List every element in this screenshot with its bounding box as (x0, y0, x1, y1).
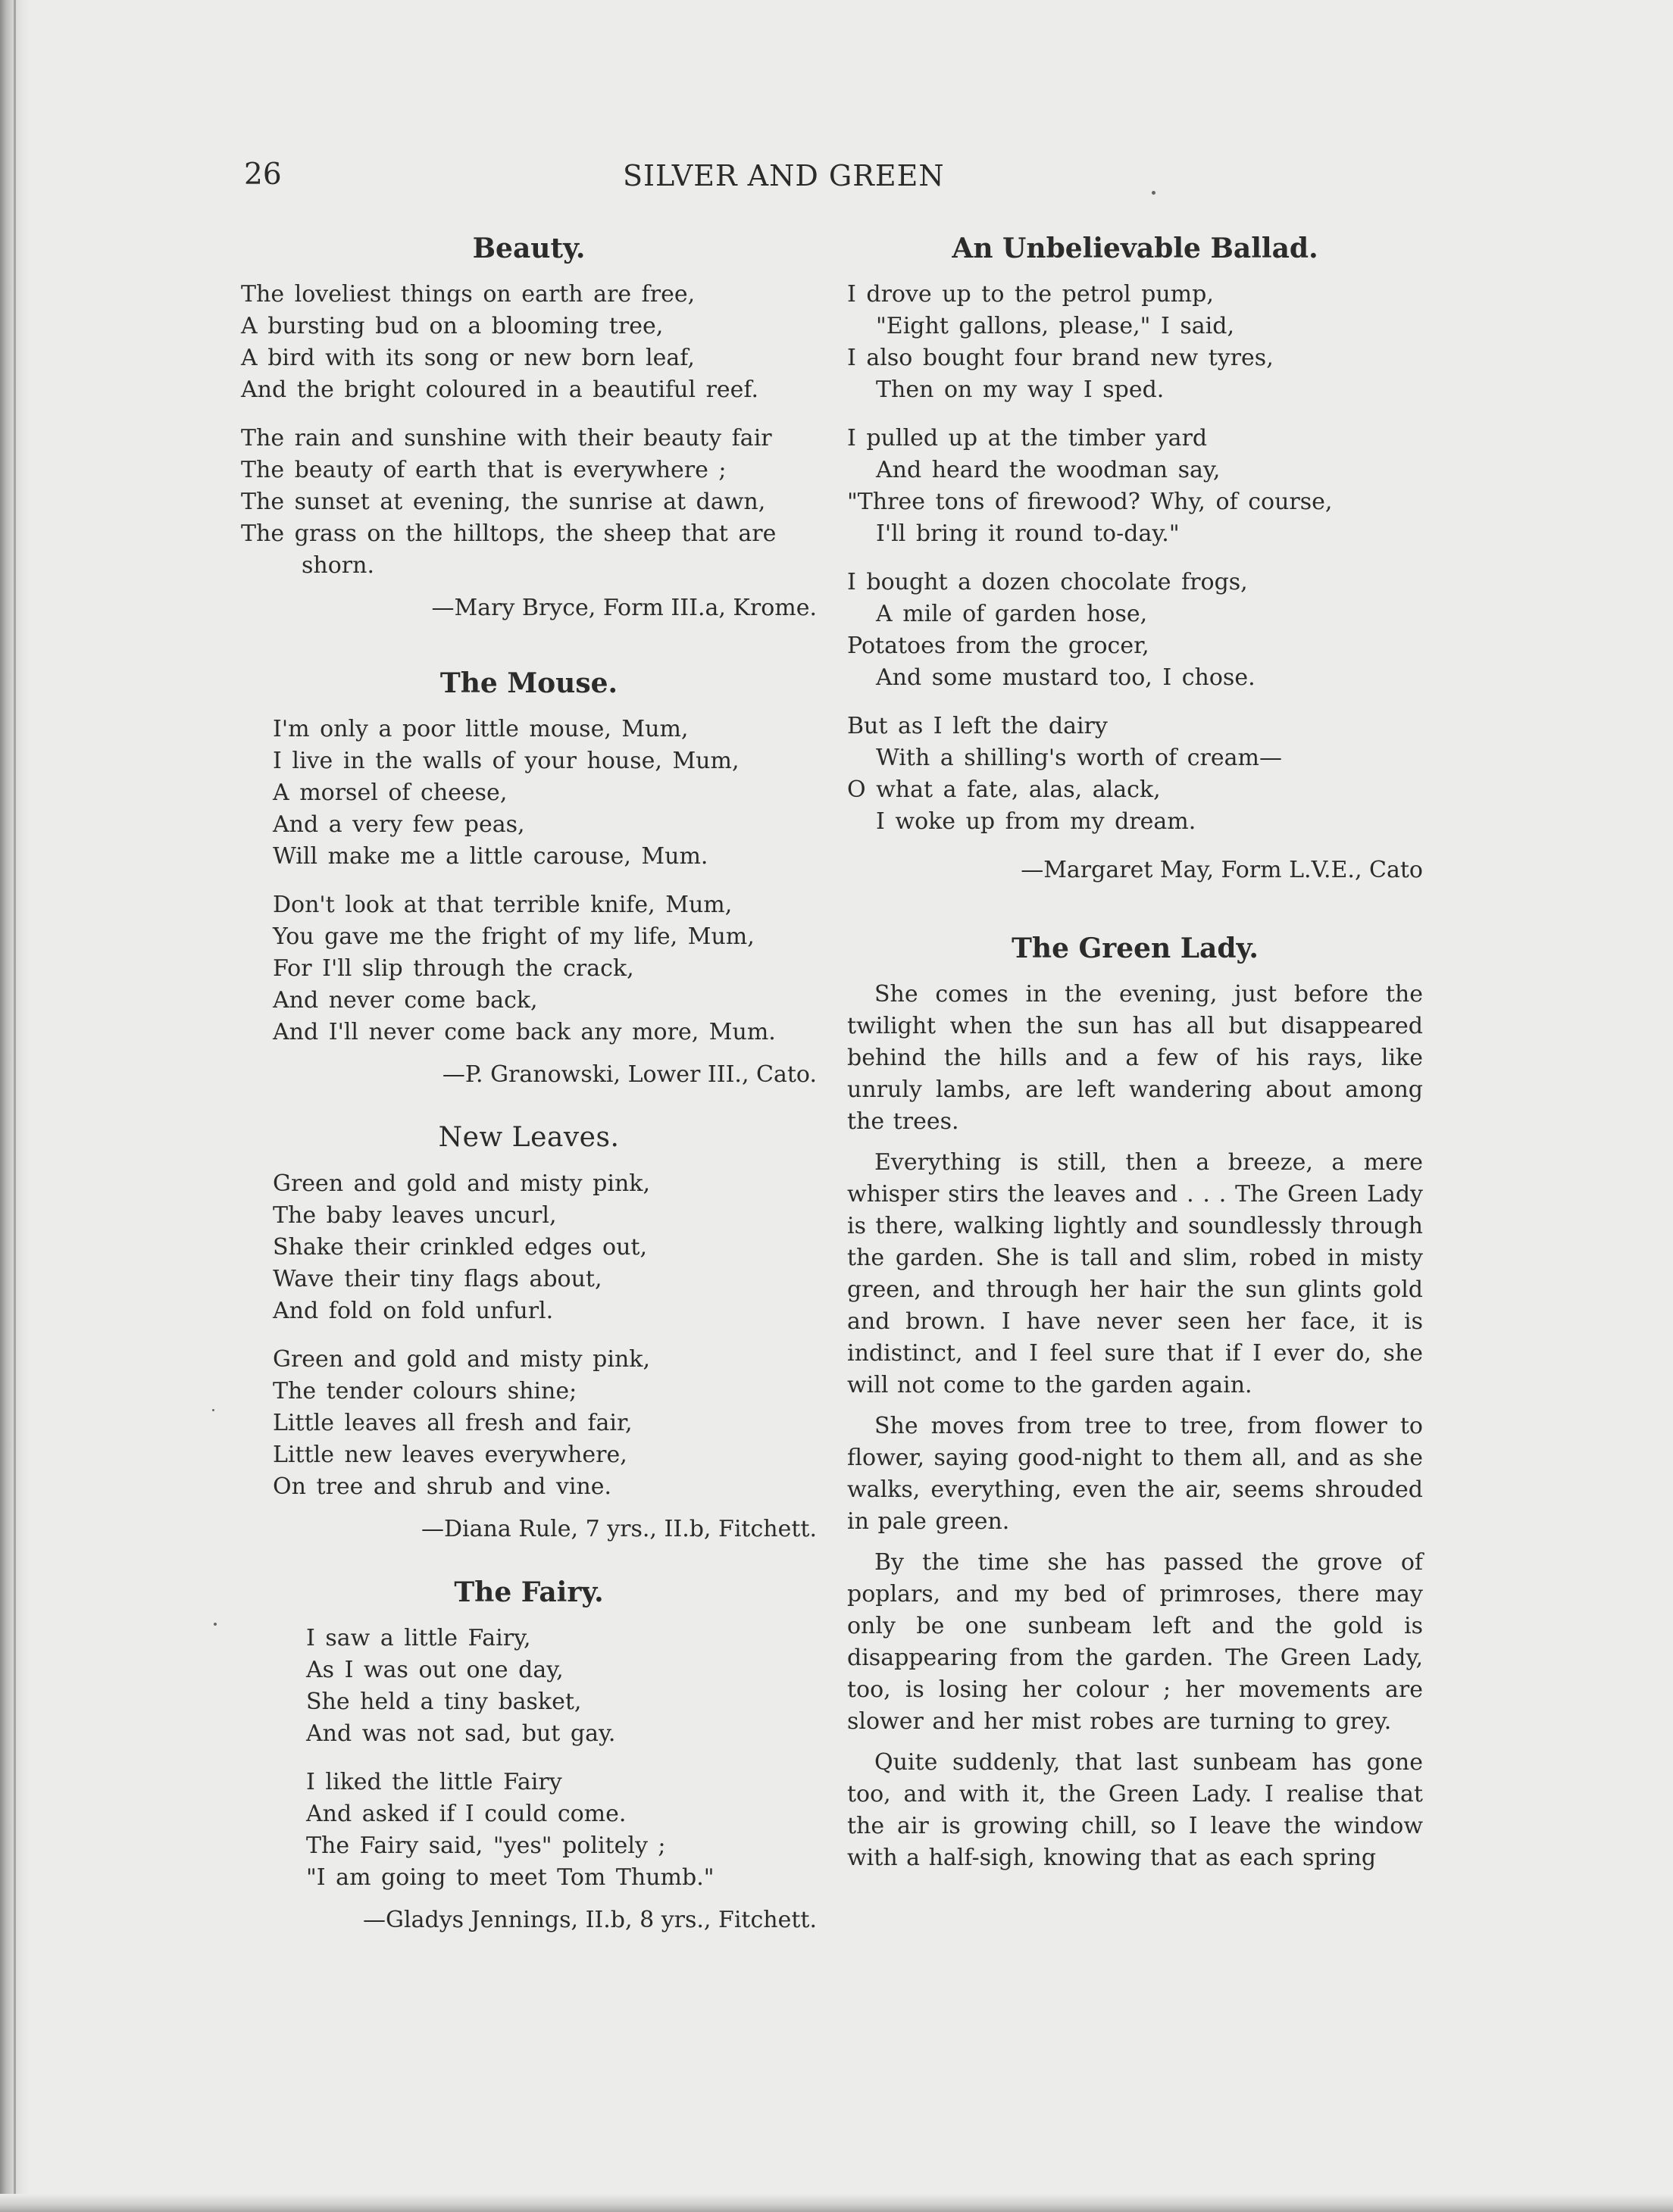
verse-line: The loveliest things on earth are free, (241, 281, 696, 308)
poem-title: An Unbelievable Ballad. (952, 233, 1318, 264)
stanza (847, 711, 1423, 838)
verse-line: And was not sad, but gay. (306, 1720, 616, 1747)
verse-line: And some mustard too, I chose. (876, 664, 1256, 691)
prose-green-lady (847, 932, 1423, 1874)
paragraph: Quite suddenly, that last sunbeam has gone too, and with it, the Green Lady. I realise that the air is growing chill, so I leave the window with a half-sigh, knowing that as each spring (847, 1749, 1423, 1871)
verse-line: "Three tons of firewood? Why, of course, (847, 489, 1333, 515)
stanza (847, 279, 1423, 406)
verse-line: I drove up to the petrol pump, (847, 281, 1214, 308)
prose-title: The Green Lady. (1012, 933, 1259, 964)
page-bottom-edge (0, 2194, 1673, 2212)
verse-line: As I was out one day, (306, 1657, 564, 1683)
verse-line: On tree and shrub and vine. (273, 1473, 612, 1500)
stanza (847, 567, 1423, 694)
verse-line: I saw a little Fairy, (306, 1625, 531, 1651)
stanza (241, 714, 817, 873)
verse-line: But as I left the dairy (847, 713, 1108, 739)
poem-new-leaves (241, 1121, 817, 1545)
verse-line: Wave their tiny flags about, (273, 1266, 602, 1292)
stanza (241, 1767, 817, 1894)
verse-line: I pulled up at the timber yard (847, 425, 1208, 451)
verse-line: Don't look at that terrible knife, Mum, (273, 892, 733, 918)
page-speck (212, 1409, 214, 1411)
poem-title: The Mouse. (439, 667, 618, 699)
attribution: —Diana Rule, 7 yrs., II.b, Fitchett. (421, 1516, 817, 1542)
verse-line: The tender colours shine; (273, 1378, 577, 1404)
stanza (847, 423, 1423, 550)
verse-line: Green and gold and misty pink, (273, 1170, 650, 1197)
verse-line: Shake their crinkled edges out, (273, 1234, 647, 1261)
verse-line: The beauty of earth that is everywhere ; (241, 457, 727, 483)
page-speck (1152, 191, 1155, 195)
verse-line: I bought a dozen chocolate frogs, (847, 569, 1248, 595)
verse-line: The Fairy said, "yes" politely ; (306, 1832, 666, 1859)
verse-line: For I'll slip through the crack, (273, 955, 634, 982)
attribution: —P. Granowski, Lower III., Cato. (442, 1061, 817, 1088)
poem-title: The Fairy. (454, 1576, 604, 1608)
verse-line: I woke up from my dream. (876, 808, 1196, 835)
verse-line: She held a tiny basket, (306, 1689, 582, 1715)
paragraph: She moves from tree to tree, from flower to flower, saying good-night to them all, and as she walks, everything, even the air, seems shrouded in pale green. (847, 1413, 1423, 1535)
paragraph: By the time she has passed the grove of poplars, and my bed of primroses, there may only be one sunbeam left and the gold is disappearing from the garden. The Green Lady, too, is losing her colour ; her movements are slower and her mist robes are turning to grey. (847, 1549, 1423, 1735)
attribution: —Mary Bryce, Form III.a, Krome. (431, 595, 817, 621)
verse-line: A bird with its song or new born leaf, (241, 345, 695, 371)
verse-line: And asked if I could come. (306, 1801, 627, 1827)
page-speck (214, 1623, 217, 1626)
verse-line: And I'll never come back any more, Mum. (273, 1019, 776, 1045)
verse-line: shorn. (302, 552, 374, 579)
verse-line: Potatoes from the grocer, (847, 633, 1149, 659)
verse-line: And the bright coloured in a beautiful reef. (241, 376, 758, 403)
stanza (241, 1623, 817, 1750)
poem-beauty (241, 232, 817, 624)
verse-line: And never come back, (273, 987, 538, 1014)
paragraph: She comes in the evening, just before the twilight when the sun has all but disappeared behind the hills and a few of his rays, like unruly lambs, are left wandering about among the trees. (847, 981, 1423, 1135)
verse-line: The rain and sunshine with their beauty fair (241, 425, 772, 451)
verse-line: The baby leaves uncurl, (273, 1202, 557, 1229)
poem-fairy (241, 1576, 817, 1936)
verse-line: The sunset at evening, the sunrise at dawn, (241, 489, 766, 515)
verse-line: I'll bring it round to-day." (876, 520, 1180, 547)
verse-line: O what a fate, alas, alack, (847, 776, 1161, 803)
paragraph: Everything is still, then a breeze, a mere whisper stirs the leaves and . . . The Green Lady is there, walking lightly and soundlessly through the garden. She is tall and slim, robed in misty green, and through her hair the sun glints gold and brown. I have never seen her face, it is indistinct, and I feel sure that if I ever do, she will not come to the garden again. (847, 1149, 1423, 1398)
page-binding-line (14, 0, 16, 2212)
stanza (241, 889, 817, 1048)
left-column (241, 232, 817, 1936)
attribution: —Margaret May, Form L.V.E., Cato (1021, 857, 1423, 883)
verse-line: I also bought four brand new tyres, (847, 345, 1274, 371)
verse-line: Green and gold and misty pink, (273, 1346, 650, 1373)
verse-line: Will make me a little carouse, Mum. (273, 843, 708, 870)
verse-line: Little leaves all fresh and fair, (273, 1410, 633, 1436)
verse-line: And heard the woodman say, (876, 457, 1221, 483)
stanza (241, 1344, 817, 1503)
verse-line: I liked the little Fairy (306, 1769, 562, 1795)
attribution: —Gladys Jennings, II.b, 8 yrs., Fitchett. (363, 1907, 817, 1933)
stanza (241, 423, 817, 582)
verse-line: "Eight gallons, please," I said, (876, 313, 1235, 339)
verse-line: And a very few peas, (273, 811, 525, 838)
running-head: SILVER AND GREEN (623, 159, 945, 192)
verse-line: "I am going to meet Tom Thumb." (306, 1864, 715, 1891)
stanza (241, 279, 817, 406)
verse-line: I'm only a poor little mouse, Mum, (273, 716, 689, 742)
verse-line: Then on my way I sped. (876, 376, 1165, 403)
right-column (847, 232, 1423, 1883)
verse-line: Little new leaves everywhere, (273, 1442, 627, 1468)
poem-title: New Leaves. (438, 1122, 620, 1153)
verse-line: A morsel of cheese, (273, 780, 508, 806)
stanza (241, 1168, 817, 1327)
poem-mouse (241, 667, 817, 1091)
verse-line: I live in the walls of your house, Mum, (273, 748, 740, 774)
verse-line: The grass on the hilltops, the sheep that are (241, 520, 777, 547)
verse-line: You gave me the fright of my life, Mum, (273, 923, 755, 950)
verse-line: And fold on fold unfurl. (273, 1298, 554, 1324)
verse-line: A bursting bud on a blooming tree, (241, 313, 664, 339)
verse-line: A mile of garden hose, (876, 601, 1148, 627)
verse-line: With a shilling's worth of cream— (876, 745, 1282, 771)
page-number: 26 (244, 158, 282, 192)
poem-title: Beauty. (472, 233, 586, 264)
poem-unbelievable-ballad (847, 232, 1423, 886)
